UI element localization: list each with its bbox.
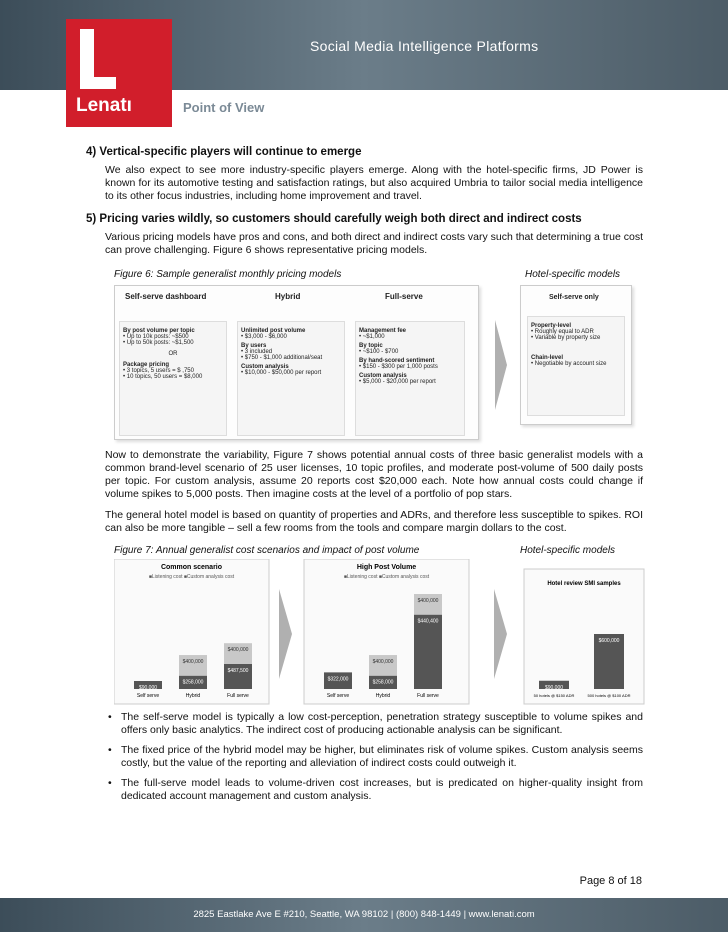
figure-6-caption-right: Hotel-specific models	[525, 269, 621, 280]
chart-title: Hotel review SMI samples	[547, 581, 621, 587]
c1-line: Package pricing	[123, 362, 170, 368]
arrow-icon	[494, 589, 507, 679]
tick-label: Full serve	[227, 693, 249, 699]
data-label: $487,500	[227, 667, 249, 674]
c2-line: • $10,000 - $50,000 per report	[241, 370, 322, 376]
c3-line: By topic	[359, 343, 383, 349]
data-label: $400,000	[372, 659, 394, 666]
h-line: Property-level	[531, 323, 572, 329]
c2-line: Unlimited post volume	[241, 328, 306, 334]
h-line: • Variable by property size	[531, 335, 601, 341]
figure-6	[100, 265, 643, 445]
hotel-pricing-col	[527, 316, 625, 416]
chart-legend: ■Listening cost ■Custom analysis cost	[148, 574, 235, 580]
data-label: $322,000	[327, 676, 349, 683]
cost-chart	[114, 559, 669, 709]
col-title-full-serve: Full-serve	[385, 292, 423, 301]
c3-line: • $150 - $300 per 1,000 posts	[359, 364, 438, 370]
data-label: $400,000	[417, 598, 439, 604]
c1-line: • 10 topics, 50 users = $8,000	[123, 374, 203, 380]
data-label: $258,000	[372, 679, 394, 686]
c2-line: By users	[241, 343, 267, 349]
tick-label: 500 hotels @ $100 ADR	[587, 693, 631, 698]
lenati-logo	[66, 19, 172, 127]
tick-label: Self serve	[136, 693, 160, 699]
pricing-col-hybrid	[237, 321, 345, 436]
data-label: $400,000	[227, 647, 249, 654]
arrow-icon	[495, 320, 507, 410]
chart-title: Common scenario	[160, 564, 223, 571]
data-label: $90,000	[544, 684, 564, 691]
col-title-hybrid: Hybrid	[275, 292, 301, 301]
para-5-3: The general hotel model is based on quantity of properties and ADRs, and therefore less susceptible to spikes. ROI can also be more tangible – sell a few rooms from the tools and compare margin dollars to the cost.	[105, 509, 643, 534]
col-title-self-serve: Self-serve dashboard	[125, 292, 207, 301]
heading-5: 5) Pricing varies wildly, so customers should carefully weigh both direct and indirect costs	[86, 213, 582, 225]
c2-line: • $750 - $1,000 additional/seat	[241, 355, 323, 361]
h-line: • Roughly equal to ADR	[531, 329, 594, 335]
para-5-2: Now to demonstrate the variability, Figure 7 shows potential annual costs of three basic generalist models with a common brand-level scenario of 25 user licenses, 10 topic profiles, and moderate post-volume of 500 daily posts per topic. For custom analysis, assume 20 reports cost $20,000 each. Note how annual costs could change if volume spikes to 5,000 posts. Then imagine costs at the level of a portfolio of pop stars.	[105, 449, 643, 500]
arrow-icon	[279, 589, 292, 679]
tick-label: Self serve	[326, 693, 350, 699]
footer-address: 2825 Eastlake Ave E #210, Seattle, WA 98102 | (800) 848-1449 | www.lenati.com	[193, 909, 535, 920]
bullet-self-serve: • The self-serve model is typically a low cost-perception, penetration strategy susceptible to volume spikes and offers only basic analytics. The indirect cost of producing actionable analysis can be significant.	[108, 711, 643, 737]
data-label: $440,400	[417, 618, 439, 625]
data-label: $258,000	[182, 679, 204, 686]
pricing-panel	[114, 285, 479, 440]
heading-4: 4) Vertical-specific players will continue to emerge	[86, 146, 362, 158]
c1-line: By post volume per topic	[123, 328, 195, 334]
c3-line: Custom analysis	[359, 373, 407, 379]
chart-title: High Post Volume	[356, 564, 417, 571]
para-4: We also expect to see more industry-specific players emerge. Along with the hotel-specific firms, JD Power is known for its automotive testing and satisfaction ratings, but also acquired Umbria to tailor social media intelligence to its other focus industries, including home improvement and travel.	[105, 164, 643, 202]
c2-line: • $3,000 - $6,000	[241, 334, 287, 340]
logo-text: Lenatı	[76, 95, 132, 116]
main-content	[88, 140, 643, 810]
c3-line: • ~$100 - $700	[359, 349, 399, 355]
page-number: Page 8 of 18	[579, 875, 642, 887]
bullet-list	[108, 711, 643, 803]
data-label: $400,000	[182, 659, 204, 666]
c1-line: OR	[168, 351, 178, 357]
hotel-panel-title: Self-serve only	[549, 294, 599, 301]
document-title: Social Media Intelligence Platforms	[310, 38, 539, 54]
h-line: • Negotiable by account size	[531, 361, 607, 367]
c3-line: Management fee	[359, 328, 407, 334]
figure-7-caption: Figure 7: Annual generalist cost scenarios and impact of post volume	[114, 545, 420, 556]
c3-line: • ~$1,000	[359, 334, 385, 340]
pricing-col-self-serve	[119, 321, 227, 436]
tick-label: Full serve	[417, 693, 439, 699]
data-label: $600,000	[598, 638, 620, 644]
section-label: Point of View	[183, 100, 265, 115]
figure-7	[100, 543, 643, 711]
chart-legend: ■Listening cost ■Custom analysis cost	[343, 574, 430, 580]
bar-listening	[414, 615, 442, 689]
data-label: $90,000	[138, 685, 158, 691]
c1-line: • Up to 50k posts: ~$1,500	[123, 340, 194, 346]
c1-line: • Up to 10k posts: ~$500	[123, 334, 189, 340]
hotel-pricing-panel	[520, 285, 632, 425]
tick-label: Hybrid	[185, 693, 201, 699]
tick-label: 50 hotels @ $150 ADR	[533, 693, 575, 698]
figure-7-caption-right: Hotel-specific models	[520, 545, 616, 556]
logo-l-foot	[80, 77, 116, 89]
c3-line: By hand-scored sentiment	[359, 358, 435, 364]
para-5-1: Various pricing models have pros and cons, and both direct and indirect costs vary such that determining a true cost can prove challenging. Figure 6 shows representative pricing models.	[105, 231, 643, 256]
bullet-hybrid: • The fixed price of the hybrid model may be higher, but eliminates risk of volume spikes. Custom analysis seems costly, but the value of the reporting and alleviation of indirect costs could outweigh it.	[108, 744, 643, 770]
pricing-col-full-serve	[355, 321, 465, 436]
c2-line: Custom analysis	[241, 364, 289, 370]
bullet-full-serve: • The full-serve model leads to volume-driven cost increases, but is predicated on higher-quality insight from dedicated account management and custom analysis.	[108, 777, 643, 803]
figure-6-caption: Figure 6: Sample generalist monthly pricing models	[114, 269, 342, 280]
h-line: Chain-level	[531, 355, 564, 361]
tick-label: Hybrid	[375, 693, 391, 699]
c1-line: • 3 topics, 5 users = $ ,750	[123, 368, 194, 374]
c3-line: • $5,000 - $20,000 per report	[359, 379, 436, 385]
c2-line: • 3 included	[241, 349, 273, 355]
